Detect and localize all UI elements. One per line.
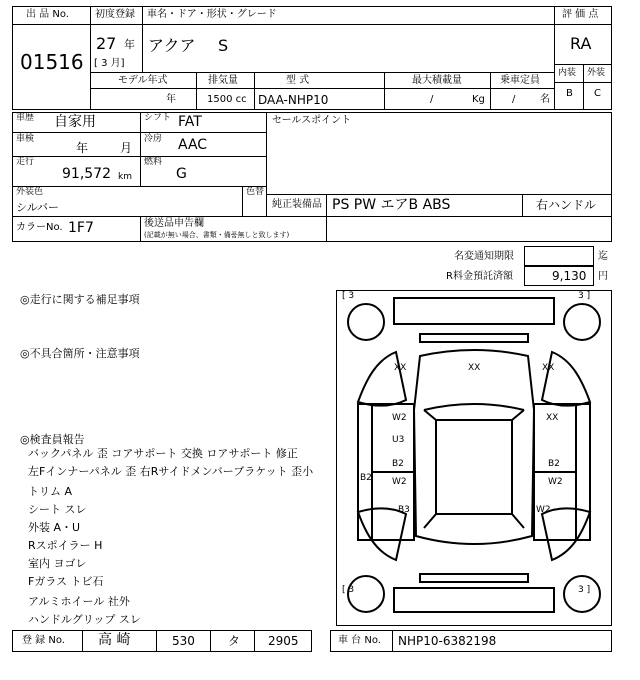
ac-label: 冷房: [144, 134, 163, 144]
ext-color-value: シルバー: [16, 201, 59, 214]
equipment-value: PS PW エアB ABS: [332, 197, 451, 213]
inspector-report-title: ◎検査員報告: [20, 433, 85, 446]
type-value: DAA-NHP10: [258, 93, 329, 107]
divider: [522, 194, 523, 216]
damage-mark: U3: [392, 435, 405, 445]
recycle-value: 9,130: [552, 269, 587, 283]
divider: [12, 216, 612, 217]
divider: [156, 630, 157, 652]
plate-class: 530: [172, 634, 195, 648]
car-name: アクア: [148, 36, 196, 55]
damage-mark: XX: [394, 363, 407, 373]
equipment-label: 純正装備品: [272, 199, 322, 210]
divider: [12, 156, 266, 157]
defect-notes-title: ◎不具合箇所・注意事項: [20, 347, 140, 360]
ac-value: AAC: [178, 137, 208, 153]
displacement-value: 1500 cc: [207, 94, 247, 105]
steering-value: 右ハンドル: [536, 198, 597, 212]
driving-notes-title: ◎走行に関する補足事項: [20, 293, 140, 306]
grade: S: [218, 36, 229, 55]
corner-label: 3 ]: [578, 291, 591, 301]
plate-number: 2905: [268, 634, 299, 648]
sales-point-label: セールスポイント: [272, 115, 352, 126]
damage-mark: B2: [360, 473, 372, 483]
divider: [12, 132, 266, 133]
divider: [12, 186, 266, 187]
history-label: 車歴: [16, 113, 35, 123]
capacity-slash: /: [512, 94, 516, 105]
plate-region: 高 崎: [98, 632, 131, 648]
first-reg-label: 初度登録: [95, 9, 135, 20]
inspector-line: 外装 A・U: [28, 521, 81, 534]
divider: [242, 186, 243, 216]
post-doc-note: (記載が無い場合、書類・備품無しと致します): [144, 231, 290, 239]
divider: [90, 24, 554, 25]
divider: [254, 630, 255, 652]
year-unit: 年: [124, 38, 135, 51]
post-doc-label: 後送品申告欄: [144, 218, 204, 229]
corner-label: [ 3: [342, 585, 355, 595]
damage-mark: W2: [392, 413, 407, 423]
divider: [12, 24, 90, 25]
divider: [90, 88, 554, 89]
capacity-unit: 名: [540, 94, 550, 105]
inspector-line: Fガラス トビ石: [28, 575, 104, 588]
damage-mark: W2: [392, 477, 407, 487]
divider: [583, 64, 584, 110]
inspector-line: トリム A: [28, 485, 73, 498]
name-change-unit: 迄: [598, 251, 608, 262]
divider: [142, 24, 143, 72]
reg-month: [ 3 月]: [94, 58, 125, 69]
divider: [254, 72, 255, 110]
damage-mark: XX: [468, 363, 481, 373]
inspector-line: シート スレ: [28, 503, 87, 516]
fuel-value: G: [176, 166, 187, 182]
model-year-value: 年: [166, 94, 176, 105]
mileage-unit: km: [118, 172, 132, 182]
mileage-label: 走行: [16, 157, 35, 167]
divider: [210, 630, 211, 652]
corner-label: [ 3: [342, 291, 355, 301]
type-label: 型 式: [286, 75, 310, 86]
divider: [266, 112, 267, 216]
inspector-line: アルミホイール 社外: [28, 595, 130, 608]
damage-mark: B2: [392, 459, 404, 469]
color-no-label: カラーNo.: [16, 222, 63, 233]
damage-mark: XX: [546, 413, 559, 423]
eval-score: RA: [570, 34, 592, 53]
exterior-grade: C: [594, 88, 601, 99]
plate-kana: タ: [228, 634, 241, 648]
max-load-label: 最大積載量: [412, 75, 462, 86]
model-year-label: モデル年式: [118, 75, 168, 86]
max-load-unit: Kg: [472, 94, 485, 105]
divider: [90, 72, 554, 73]
inspector-line: バックパネル 歪 コアサポート 交換 ロアサポート 修正: [28, 447, 298, 460]
mileage-value: 91,572: [62, 166, 111, 182]
eval-label: 評 価 点: [562, 9, 599, 20]
divider: [392, 630, 393, 652]
chassis-label: 車 台 No.: [338, 635, 381, 646]
lot-no: 01516: [20, 50, 84, 74]
max-load-slash: /: [430, 94, 434, 105]
shift-label: シフト: [144, 113, 172, 123]
recycle-unit: 円: [598, 271, 608, 282]
inspection-month: 月: [120, 141, 133, 155]
lot-no-label: 出 品 No.: [26, 9, 69, 20]
interior-grade: B: [566, 88, 573, 99]
divider: [140, 112, 141, 186]
color-no-value: 1F7: [68, 220, 94, 236]
car-name-label: 車名・ドア・形状・グレード: [147, 9, 277, 20]
divider: [554, 6, 555, 110]
damage-mark: W2: [536, 505, 551, 515]
inspector-line: Rスポイラー H: [28, 539, 103, 552]
damage-mark: XX: [542, 363, 555, 373]
fuel-label: 燃料: [144, 157, 163, 167]
inspector-line: 左Fインナーパネル 歪 右Rサイドメンバーブラケット 歪小: [28, 465, 314, 478]
name-change-label: 名変通知期限: [454, 251, 514, 262]
divider: [384, 72, 385, 110]
displacement-label: 排気量: [208, 75, 238, 86]
damage-mark: B3: [398, 505, 410, 515]
repaint-label: 色替: [246, 187, 265, 197]
divider: [326, 216, 327, 242]
inspector-line: ハンドルグリップ スレ: [28, 613, 141, 626]
shift-value: FAT: [178, 114, 202, 130]
divider: [140, 216, 141, 242]
exterior-label: 外装: [587, 68, 606, 78]
divider: [90, 6, 91, 110]
inspector-line: 室内 ヨゴレ: [28, 557, 87, 570]
inspection-label: 車検: [16, 134, 35, 144]
ext-color-label: 外装色: [16, 187, 44, 197]
divider: [554, 24, 612, 25]
divider: [196, 72, 197, 110]
damage-mark: B2: [548, 459, 560, 469]
chassis-value: NHP10-6382198: [398, 634, 497, 648]
interior-label: 内装: [558, 68, 577, 78]
capacity-label: 乗車定員: [500, 75, 540, 86]
name-change-box: [524, 246, 594, 266]
car-diagram: [336, 290, 612, 626]
divider: [490, 72, 491, 110]
corner-label: 3 ]: [578, 585, 591, 595]
divider: [326, 194, 327, 216]
reg-year: 27: [96, 34, 117, 53]
plate-label: 登 録 No.: [22, 635, 65, 646]
divider: [266, 194, 612, 195]
damage-mark: W2: [548, 477, 563, 487]
divider: [82, 630, 83, 652]
inspection-year: 年: [76, 141, 89, 155]
history-value: 自家用: [54, 114, 96, 130]
divider: [142, 6, 143, 24]
recycle-label: R料金預託済額: [446, 271, 513, 282]
